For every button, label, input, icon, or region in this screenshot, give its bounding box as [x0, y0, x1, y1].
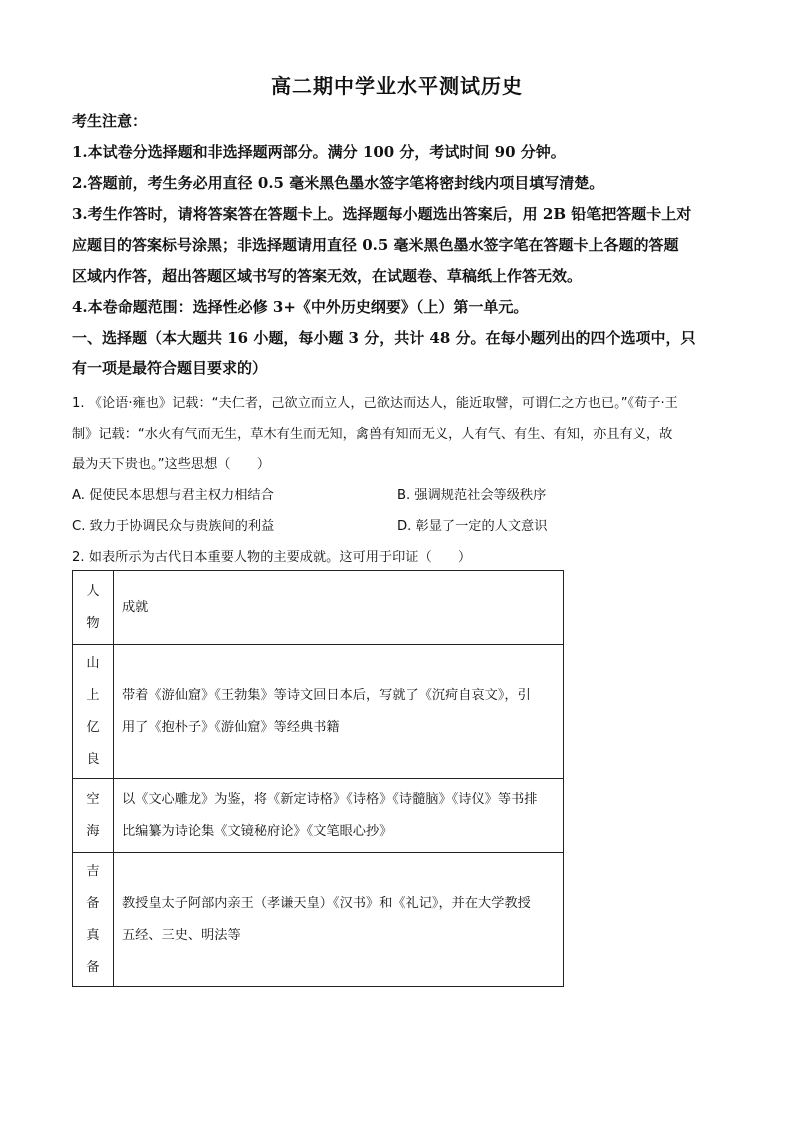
- q1-option-b: B. 强调规范社会等级秩序: [397, 488, 547, 503]
- q1-stem-line1: 1. 《论语·雍也》记载：“夫仁者，己欲立而立人，己欲达而达人，能近取譬，可谓仁之方也已。”《荀子·王: [72, 396, 678, 411]
- table-row: [73, 645, 564, 779]
- notice-item-1: 1.本试卷分选择题和非选择题两部分。满分 100 分，考试时间 90 分钟。: [72, 143, 566, 161]
- table-row: [73, 853, 564, 987]
- page-title: 高二期中学业水平测试历史: [271, 74, 523, 98]
- notice-item-3a: 3.考生作答时，请将答案答在答题卡上。选择题每小题选出答案后，用 2B 铅笔把答题卡上对: [72, 205, 692, 223]
- q1-stem-line3: 最为天下贵也。”这些思想（ ）: [72, 457, 271, 472]
- notice-item-3c: 区域内作答，超出答题区域书写的答案无效，在试题卷、草稿纸上作答无效。: [72, 267, 583, 285]
- q1-option-d: D. 彰显了一定的人文意识: [397, 519, 548, 534]
- table-row: [73, 779, 564, 853]
- header-desc-cell: 成就: [114, 571, 564, 645]
- achievement-cell: 以《文心雕龙》为鉴，将《新定诗格》《诗格》《诗髓脑》《诗仪》等书排 比编纂为诗论集《文镜秘府论》《文笔眼心抄》: [114, 779, 564, 853]
- notice-heading: 考生注意：: [72, 112, 148, 130]
- notice-item-3b: 应题目的答案标号涂黑；非选择题请用直径 0.5 毫米黑色墨水签字笔在答题卡上各题的答题: [72, 236, 679, 254]
- person-name-cell: 空 海: [73, 779, 114, 853]
- q1-option-c: C. 致力于协调民众与贵族间的利益: [72, 519, 275, 534]
- person-name-cell: 吉 备 真 备: [73, 853, 114, 987]
- table-header-row: [73, 571, 564, 645]
- q1-stem-line2: 制》记载：“水火有气而无生，草木有生而无知，禽兽有知而无义，人有气、有生、有知，亦且有义，故: [72, 427, 673, 442]
- achievement-cell: 教授皇太子阿部内亲王（孝谦天皇）《汉书》和《礼记》，并在大学教授 五经、三史、明法等: [114, 853, 564, 987]
- header-name-cell: 人 物: [73, 571, 114, 645]
- q2-stem: 2. 如表所示为古代日本重要人物的主要成就。这可用于印证（ ）: [72, 550, 472, 565]
- notice-item-2: 2.答题前，考生务必用直径 0.5 毫米黑色墨水签字笔将密封线内项目填写清楚。: [72, 174, 605, 192]
- notice-item-4: 4.本卷命题范围：选择性必修 3+《中外历史纲要》（上）第一单元。: [72, 298, 529, 316]
- section-heading-line2: 有一项是最符合题目要求的）: [72, 359, 268, 377]
- q1-option-a: A. 促使民本思想与君主权力相结合: [72, 488, 274, 503]
- person-name-cell: 山 上 亿 良: [73, 645, 114, 779]
- q2-table: [72, 570, 564, 987]
- section-heading-line1: 一、选择题（本大题共 16 小题，每小题 3 分，共计 48 分。在每小题列出的四个选项中，只: [72, 329, 696, 347]
- achievement-cell: 带着《游仙窟》《王勃集》等诗文回日本后，写就了《沉疴自哀文》，引 用了《抱朴子》《游仙窟》等经典书籍: [114, 645, 564, 779]
